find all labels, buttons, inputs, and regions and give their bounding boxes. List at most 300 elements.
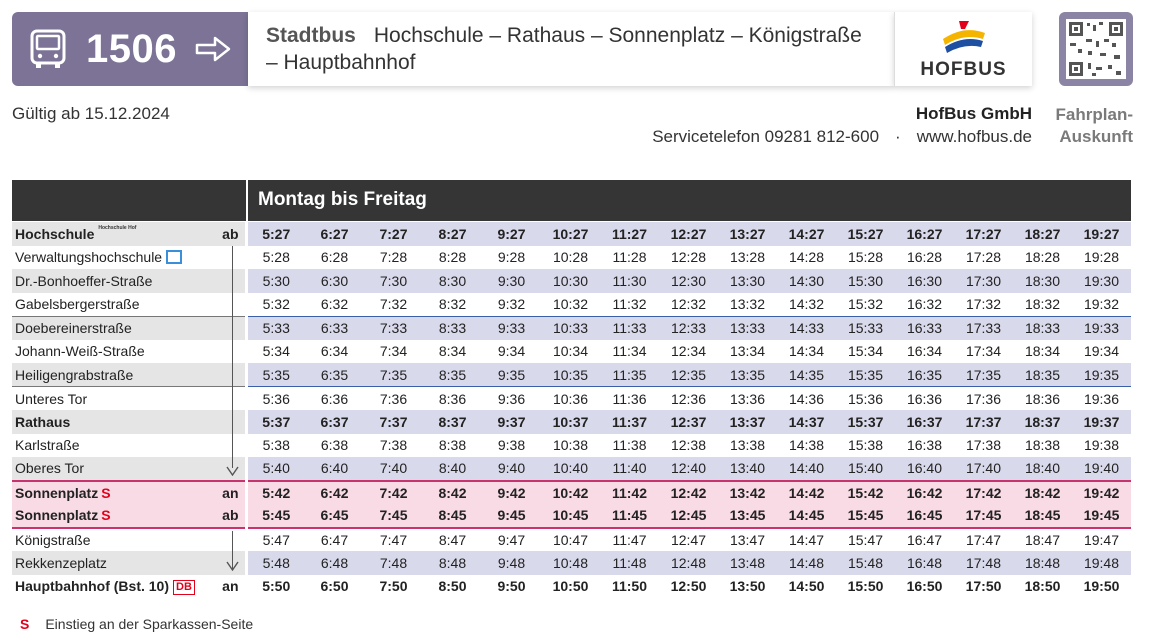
departure-time: 15:48 xyxy=(836,551,895,575)
bus-icon xyxy=(26,27,70,71)
departure-time: 19:28 xyxy=(1072,246,1131,270)
departure-time: 13:50 xyxy=(718,575,777,599)
timetable-row xyxy=(12,363,1131,387)
departure-time: 14:42 xyxy=(777,481,836,505)
departure-time: 6:47 xyxy=(305,528,364,552)
departure-time: 11:38 xyxy=(600,434,659,458)
timetable-row xyxy=(12,504,1131,528)
departure-time: 5:36 xyxy=(246,387,305,411)
sparkasse-icon: S xyxy=(101,507,111,524)
timetable-row xyxy=(12,410,1131,434)
departure-time: 14:47 xyxy=(777,528,836,552)
footnote-text: Einstieg an der Sparkassen-Seite xyxy=(45,616,254,632)
website-link[interactable]: www.hofbus.de xyxy=(916,127,1032,146)
qr-code-icon xyxy=(1066,19,1126,79)
departure-time: 14:34 xyxy=(777,340,836,364)
stop-name xyxy=(12,457,222,481)
logo-text: HOFBUS xyxy=(920,59,1007,80)
departure-time: 16:35 xyxy=(895,363,954,387)
departure-time: 10:40 xyxy=(541,457,600,481)
departure-time: 18:28 xyxy=(1013,246,1072,270)
departure-time: 11:33 xyxy=(600,316,659,340)
departure-time: 9:30 xyxy=(482,269,541,293)
departure-time: 18:37 xyxy=(1013,410,1072,434)
departure-time: 10:30 xyxy=(541,269,600,293)
departure-time: 12:50 xyxy=(659,575,718,599)
departure-time: 7:33 xyxy=(364,316,423,340)
departure-time: 18:36 xyxy=(1013,387,1072,411)
departure-time: 9:32 xyxy=(482,293,541,317)
timetable-row xyxy=(12,528,1131,552)
departure-time: 13:32 xyxy=(718,293,777,317)
departure-time: 16:27 xyxy=(895,222,954,246)
service-contact xyxy=(560,127,1032,147)
departure-time: 16:50 xyxy=(895,575,954,599)
departure-time: 17:30 xyxy=(954,269,1013,293)
departure-time: 16:30 xyxy=(895,269,954,293)
departure-time: 9:27 xyxy=(482,222,541,246)
fahrplan-auskunft[interactable] xyxy=(1040,104,1133,148)
departure-time: 8:32 xyxy=(423,293,482,317)
departure-time: 19:47 xyxy=(1072,528,1131,552)
timetable-row xyxy=(12,246,1131,270)
stop-label: Königstraße xyxy=(15,531,91,548)
direction-label xyxy=(222,434,246,458)
departure-time: 18:34 xyxy=(1013,340,1072,364)
departure-time: 18:47 xyxy=(1013,528,1072,552)
footnote xyxy=(20,616,253,632)
departure-time: 11:40 xyxy=(600,457,659,481)
stop-name xyxy=(12,269,222,293)
departure-time: 5:30 xyxy=(246,269,305,293)
departure-time: 18:45 xyxy=(1013,504,1072,528)
departure-time: 5:42 xyxy=(246,481,305,505)
departure-time: 7:36 xyxy=(364,387,423,411)
departure-time: 6:35 xyxy=(305,363,364,387)
departure-time: 14:35 xyxy=(777,363,836,387)
departure-time: 5:27 xyxy=(246,222,305,246)
departure-time: 17:36 xyxy=(954,387,1013,411)
departure-time: 9:36 xyxy=(482,387,541,411)
departure-time: 6:30 xyxy=(305,269,364,293)
departure-time: 14:33 xyxy=(777,316,836,340)
departure-time: 5:33 xyxy=(246,316,305,340)
departure-time: 7:35 xyxy=(364,363,423,387)
stop-name xyxy=(12,481,222,505)
departure-time: 9:47 xyxy=(482,528,541,552)
departure-time: 9:37 xyxy=(482,410,541,434)
departure-time: 19:42 xyxy=(1072,481,1131,505)
stop-name xyxy=(12,246,222,270)
departure-time: 10:35 xyxy=(541,363,600,387)
departure-time: 8:36 xyxy=(423,387,482,411)
departure-time: 16:47 xyxy=(895,528,954,552)
departure-time: 12:48 xyxy=(659,551,718,575)
departure-time: 11:28 xyxy=(600,246,659,270)
direction-label xyxy=(222,246,246,270)
departure-time: 17:33 xyxy=(954,316,1013,340)
departure-time: 17:37 xyxy=(954,410,1013,434)
departure-time: 12:28 xyxy=(659,246,718,270)
departure-time: 17:48 xyxy=(954,551,1013,575)
departure-time: 10:36 xyxy=(541,387,600,411)
departure-time: 12:42 xyxy=(659,481,718,505)
direction-label: ab xyxy=(222,504,246,528)
departure-time: 9:42 xyxy=(482,481,541,505)
timetable-row xyxy=(12,269,1131,293)
departure-time: 12:38 xyxy=(659,434,718,458)
departure-time: 11:34 xyxy=(600,340,659,364)
timetable-row xyxy=(12,575,1131,599)
departure-time: 16:38 xyxy=(895,434,954,458)
hochschule-logo-icon: Hochschule Hof xyxy=(98,224,137,231)
departure-time: 16:36 xyxy=(895,387,954,411)
direction-label xyxy=(222,316,246,340)
departure-time: 17:34 xyxy=(954,340,1013,364)
departure-time: 17:45 xyxy=(954,504,1013,528)
departure-time: 15:35 xyxy=(836,363,895,387)
departure-time: 8:28 xyxy=(423,246,482,270)
departure-time: 9:28 xyxy=(482,246,541,270)
departure-time: 5:34 xyxy=(246,340,305,364)
departure-time: 7:27 xyxy=(364,222,423,246)
stop-name xyxy=(12,434,222,458)
departure-time: 10:42 xyxy=(541,481,600,505)
departure-time: 13:48 xyxy=(718,551,777,575)
timetable-row xyxy=(12,434,1131,458)
departure-time: 9:33 xyxy=(482,316,541,340)
departure-time: 13:34 xyxy=(718,340,777,364)
departure-time: 14:36 xyxy=(777,387,836,411)
departure-time: 10:50 xyxy=(541,575,600,599)
departure-time: 5:35 xyxy=(246,363,305,387)
departure-time: 7:32 xyxy=(364,293,423,317)
stop-label: Sonnenplatz xyxy=(15,484,99,501)
departure-time: 12:40 xyxy=(659,457,718,481)
line-badge xyxy=(12,12,248,86)
departure-time: 19:50 xyxy=(1072,575,1131,599)
stop-name xyxy=(12,293,222,317)
departure-time: 8:48 xyxy=(423,551,482,575)
timetable-row xyxy=(12,316,1131,340)
departure-time: 5:45 xyxy=(246,504,305,528)
departure-time: 14:27 xyxy=(777,222,836,246)
timetable-row xyxy=(12,457,1131,481)
departure-time: 7:28 xyxy=(364,246,423,270)
stop-name xyxy=(12,551,222,575)
departure-time: 12:37 xyxy=(659,410,718,434)
departure-time: 8:45 xyxy=(423,504,482,528)
departure-time: 17:47 xyxy=(954,528,1013,552)
departure-time: 6:48 xyxy=(305,551,364,575)
departure-time: 15:33 xyxy=(836,316,895,340)
direction-label: ab xyxy=(222,222,246,246)
stop-label: Rathaus xyxy=(15,413,71,430)
direction-label xyxy=(222,293,246,317)
departure-time: 7:48 xyxy=(364,551,423,575)
departure-time: 10:47 xyxy=(541,528,600,552)
departure-time: 19:33 xyxy=(1072,316,1131,340)
stop-label: Rekkenzeplatz xyxy=(15,554,107,571)
stop-label: Gabelsbergerstraße xyxy=(15,296,140,312)
stop-label: Heiligengrabstraße xyxy=(15,366,134,383)
departure-time: 6:36 xyxy=(305,387,364,411)
departure-time: 15:40 xyxy=(836,457,895,481)
departure-time: 12:30 xyxy=(659,269,718,293)
departure-time: 6:37 xyxy=(305,410,364,434)
direction-label xyxy=(222,387,246,411)
departure-time: 6:40 xyxy=(305,457,364,481)
departure-time: 7:38 xyxy=(364,434,423,458)
departure-time: 14:40 xyxy=(777,457,836,481)
departure-time: 10:34 xyxy=(541,340,600,364)
departure-time: 8:40 xyxy=(423,457,482,481)
departure-time: 16:32 xyxy=(895,293,954,317)
departure-time: 13:37 xyxy=(718,410,777,434)
departure-time: 12:32 xyxy=(659,293,718,317)
departure-time: 19:45 xyxy=(1072,504,1131,528)
direction-label: an xyxy=(222,575,246,599)
departure-time: 8:37 xyxy=(423,410,482,434)
direction-label xyxy=(222,528,246,552)
departure-time: 15:32 xyxy=(836,293,895,317)
departure-time: 6:42 xyxy=(305,481,364,505)
departure-time: 6:27 xyxy=(305,222,364,246)
departure-time: 13:35 xyxy=(718,363,777,387)
departure-time: 9:48 xyxy=(482,551,541,575)
stop-name xyxy=(12,222,222,246)
departure-time: 7:37 xyxy=(364,410,423,434)
departure-time: 13:28 xyxy=(718,246,777,270)
departure-time: 6:50 xyxy=(305,575,364,599)
departure-time: 10:32 xyxy=(541,293,600,317)
departure-time: 8:47 xyxy=(423,528,482,552)
departure-time: 8:30 xyxy=(423,269,482,293)
departure-time: 5:32 xyxy=(246,293,305,317)
departure-time: 8:42 xyxy=(423,481,482,505)
departure-time: 10:37 xyxy=(541,410,600,434)
departure-time: 15:50 xyxy=(836,575,895,599)
departure-time: 13:47 xyxy=(718,528,777,552)
departure-time: 19:32 xyxy=(1072,293,1131,317)
departure-time: 16:28 xyxy=(895,246,954,270)
qr-code[interactable] xyxy=(1059,12,1133,86)
departure-time: 16:40 xyxy=(895,457,954,481)
departure-time: 18:40 xyxy=(1013,457,1072,481)
departure-time: 16:33 xyxy=(895,316,954,340)
departure-time: 17:38 xyxy=(954,434,1013,458)
departure-time: 19:27 xyxy=(1072,222,1131,246)
route-type: Stadtbus xyxy=(266,24,356,47)
departure-time: 18:48 xyxy=(1013,551,1072,575)
departure-time: 9:35 xyxy=(482,363,541,387)
stop-label: Sonnenplatz xyxy=(15,507,99,524)
departure-time: 5:50 xyxy=(246,575,305,599)
direction-arrow-icon-2 xyxy=(226,558,239,571)
departure-time: 14:48 xyxy=(777,551,836,575)
departure-time: 14:50 xyxy=(777,575,836,599)
separator-dot: · xyxy=(895,127,901,146)
departure-time: 11:45 xyxy=(600,504,659,528)
timetable-row xyxy=(12,387,1131,411)
line-number: 1506 xyxy=(86,26,177,71)
departure-time: 18:27 xyxy=(1013,222,1072,246)
departure-time: 18:33 xyxy=(1013,316,1072,340)
departure-time: 9:34 xyxy=(482,340,541,364)
departure-time: 10:38 xyxy=(541,434,600,458)
stop-label: Karlstraße xyxy=(15,437,80,454)
departure-time: 6:32 xyxy=(305,293,364,317)
timetable-header-spacer xyxy=(12,180,246,221)
departure-time: 6:28 xyxy=(305,246,364,270)
departure-time: 13:40 xyxy=(718,457,777,481)
departure-time: 9:40 xyxy=(482,457,541,481)
departure-time: 12:36 xyxy=(659,387,718,411)
stop-name xyxy=(12,387,222,411)
departure-time: 16:37 xyxy=(895,410,954,434)
departure-time: 15:38 xyxy=(836,434,895,458)
stop-name xyxy=(12,363,222,387)
departure-time: 16:45 xyxy=(895,504,954,528)
valid-from: Gültig ab 15.12.2024 xyxy=(12,104,170,123)
departure-time: 7:45 xyxy=(364,504,423,528)
service-phone: Servicetelefon 09281 812-600 xyxy=(652,127,880,146)
timetable-row xyxy=(12,551,1131,575)
departure-time: 6:34 xyxy=(305,340,364,364)
departure-time: 9:50 xyxy=(482,575,541,599)
departure-time: 11:42 xyxy=(600,481,659,505)
departure-time: 5:38 xyxy=(246,434,305,458)
departure-time: 19:40 xyxy=(1072,457,1131,481)
departure-time: 12:35 xyxy=(659,363,718,387)
departure-time: 15:36 xyxy=(836,387,895,411)
departure-time: 13:45 xyxy=(718,504,777,528)
departure-time: 8:27 xyxy=(423,222,482,246)
departure-time: 17:28 xyxy=(954,246,1013,270)
departure-time: 13:36 xyxy=(718,387,777,411)
departure-time: 17:50 xyxy=(954,575,1013,599)
departure-time: 18:35 xyxy=(1013,363,1072,387)
departure-time: 17:27 xyxy=(954,222,1013,246)
departure-time: 15:30 xyxy=(836,269,895,293)
stop-label: Johann-Weiß-Straße xyxy=(15,343,145,360)
departure-time: 10:27 xyxy=(541,222,600,246)
departure-time: 6:38 xyxy=(305,434,364,458)
departure-time: 18:30 xyxy=(1013,269,1072,293)
stop-label: Doebereinerstraße xyxy=(15,320,132,336)
stop-label: Oberes Tor xyxy=(15,460,84,477)
verwaltungshochschule-logo-icon xyxy=(166,250,182,264)
company-name: HofBus GmbH xyxy=(915,104,1032,123)
departure-time: 14:45 xyxy=(777,504,836,528)
fahrplan-label-2: Auskunft xyxy=(1059,127,1133,146)
direction-label xyxy=(222,410,246,434)
stop-label: Dr.-Bonhoeffer-Straße xyxy=(15,272,153,289)
departure-time: 7:47 xyxy=(364,528,423,552)
stop-label: Verwaltungshochschule xyxy=(15,249,163,266)
departure-time: 12:33 xyxy=(659,316,718,340)
departure-time: 11:32 xyxy=(600,293,659,317)
fahrplan-label-1: Fahrplan- xyxy=(1055,105,1133,124)
db-icon: DB xyxy=(173,580,195,595)
departure-time: 19:37 xyxy=(1072,410,1131,434)
day-heading: Montag bis Freitag xyxy=(248,180,1131,221)
departure-time: 14:30 xyxy=(777,269,836,293)
departure-time: 11:47 xyxy=(600,528,659,552)
departure-time: 7:30 xyxy=(364,269,423,293)
departure-time: 16:34 xyxy=(895,340,954,364)
departure-time: 13:33 xyxy=(718,316,777,340)
stop-name xyxy=(12,316,222,340)
departure-time: 5:37 xyxy=(246,410,305,434)
departure-time: 5:48 xyxy=(246,551,305,575)
departure-time: 7:34 xyxy=(364,340,423,364)
hofbus-logo-icon xyxy=(939,17,989,57)
departure-time: 19:35 xyxy=(1072,363,1131,387)
hofbus-logo xyxy=(894,12,1032,86)
departure-time: 19:38 xyxy=(1072,434,1131,458)
departure-time: 15:45 xyxy=(836,504,895,528)
departure-time: 17:32 xyxy=(954,293,1013,317)
departure-time: 17:35 xyxy=(954,363,1013,387)
departure-time: 9:38 xyxy=(482,434,541,458)
timetable-row xyxy=(12,481,1131,505)
stop-label: Hochschule xyxy=(15,225,95,242)
stop-name xyxy=(12,504,222,528)
departure-time: 13:42 xyxy=(718,481,777,505)
departure-time: 19:36 xyxy=(1072,387,1131,411)
stop-name xyxy=(12,575,222,599)
timetable-row xyxy=(12,222,1131,246)
departure-time: 17:40 xyxy=(954,457,1013,481)
departure-time: 14:32 xyxy=(777,293,836,317)
departure-time: 8:38 xyxy=(423,434,482,458)
departure-time: 5:28 xyxy=(246,246,305,270)
departure-time: 13:27 xyxy=(718,222,777,246)
timetable-row xyxy=(12,293,1131,317)
stop-name xyxy=(12,410,222,434)
stop-label: Unteres Tor xyxy=(15,390,88,407)
sparkasse-icon: S xyxy=(101,484,111,501)
departure-time: 8:34 xyxy=(423,340,482,364)
departure-time: 15:47 xyxy=(836,528,895,552)
departure-time: 19:48 xyxy=(1072,551,1131,575)
departure-time: 14:28 xyxy=(777,246,836,270)
departure-time: 11:35 xyxy=(600,363,659,387)
stop-name xyxy=(12,340,222,364)
departure-time: 18:50 xyxy=(1013,575,1072,599)
departure-time: 15:37 xyxy=(836,410,895,434)
departure-time: 9:45 xyxy=(482,504,541,528)
direction-label xyxy=(222,363,246,387)
departure-time: 13:38 xyxy=(718,434,777,458)
departure-time: 10:45 xyxy=(541,504,600,528)
departure-time: 6:45 xyxy=(305,504,364,528)
departure-time: 15:28 xyxy=(836,246,895,270)
direction-line xyxy=(232,246,233,468)
departure-time: 7:42 xyxy=(364,481,423,505)
direction-label: an xyxy=(222,481,246,505)
departure-time: 12:47 xyxy=(659,528,718,552)
sparkasse-icon: S xyxy=(20,616,30,632)
departure-time: 10:28 xyxy=(541,246,600,270)
departure-time: 8:35 xyxy=(423,363,482,387)
departure-time: 15:42 xyxy=(836,481,895,505)
departure-time: 18:32 xyxy=(1013,293,1072,317)
departure-time: 7:50 xyxy=(364,575,423,599)
departure-time: 19:34 xyxy=(1072,340,1131,364)
direction-arrow-icon xyxy=(226,463,239,476)
